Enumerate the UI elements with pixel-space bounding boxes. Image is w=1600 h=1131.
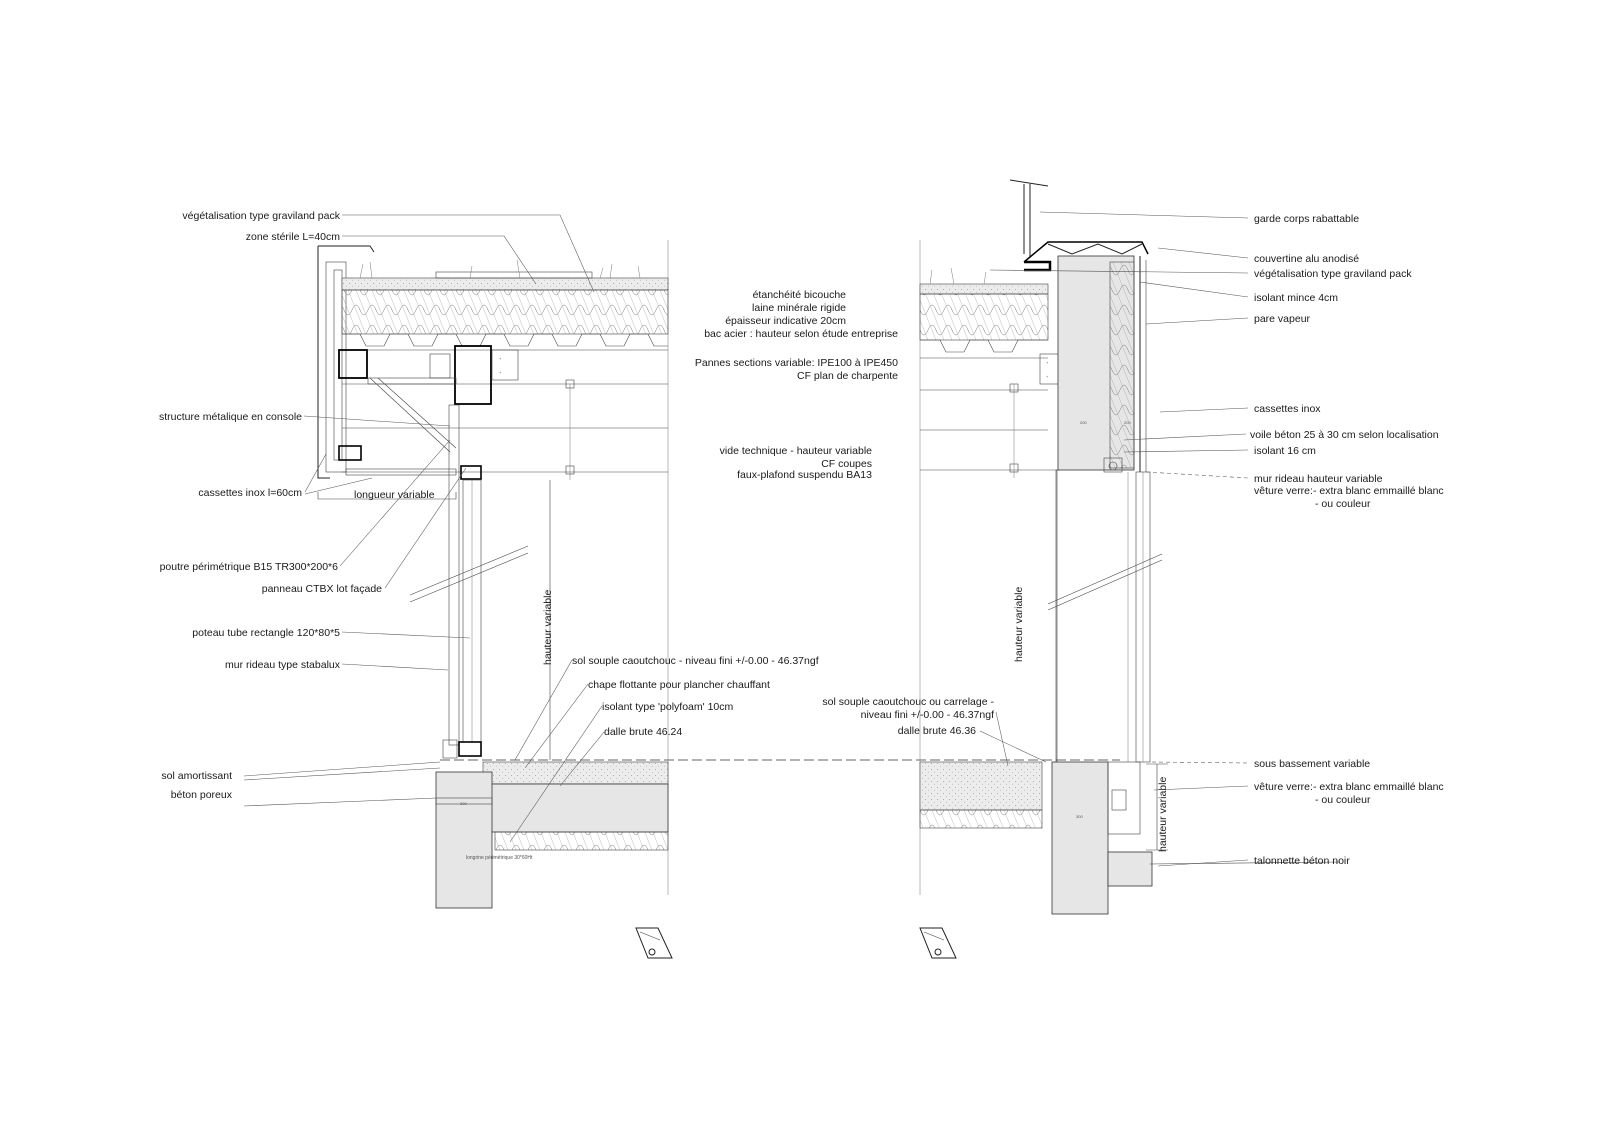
label-sol-amortissant: sol amortissant (161, 770, 232, 782)
label-isolant-mince: isolant mince 4cm (1254, 292, 1339, 304)
svg-text:+: + (1046, 360, 1049, 365)
note-pannes: Pannes sections variable: IPE100 à IPE450 (694, 357, 898, 369)
label-garde-corps: garde corps rabattable (1254, 213, 1360, 225)
svg-text:300: 300 (460, 801, 467, 806)
note-epaisseur: épaisseur indicative 20cm (725, 315, 846, 327)
note-cf-charpente: CF plan de charpente (797, 370, 898, 382)
note-laine-minerale: laine minérale rigide (752, 302, 846, 314)
svg-text:200: 200 (1080, 420, 1087, 425)
north-arrow-icon (636, 928, 672, 958)
note-faux-plafond: faux-plafond suspendu BA13 (737, 469, 872, 481)
note-isolant-polyfoam: isolant type 'polyfoam' 10cm (602, 701, 734, 713)
note-bac-acier: bac acier : hauteur selon étude entreprise (704, 328, 898, 340)
label-zone-sterile: zone stérile L=40cm (245, 231, 340, 243)
label-beton-poreux: béton poreux (170, 789, 232, 801)
note-vide-technique: vide technique - hauteur variable (719, 445, 872, 457)
left-detail-section (318, 240, 1120, 958)
svg-text:200: 200 (1124, 420, 1131, 425)
svg-text:300: 300 (1076, 814, 1083, 819)
hauteur-variable-small: hauteur variable (1157, 776, 1169, 852)
label-ou-couleur-1: - ou couleur (1315, 498, 1371, 510)
svg-text:+: + (1046, 374, 1049, 379)
label-talonnette: talonnette béton noir (1254, 855, 1350, 867)
hauteur-variable-right: hauteur variable (1013, 586, 1025, 662)
hauteur-variable-left: hauteur variable (542, 589, 554, 665)
note-niveau-fini-right: niveau fini +/-0.00 - 46.37ngf (860, 709, 994, 721)
label-vegetalisation-left: végétalisation type graviland pack (182, 210, 340, 222)
north-arrow-icon (920, 928, 956, 958)
note-sol-souple-right: sol souple caoutchouc ou carrelage - (822, 696, 994, 708)
label-ou-couleur-2: - ou couleur (1315, 794, 1371, 806)
note-sol-souple-left: sol souple caoutchouc - niveau fini +/-0.00 - 46.37ngf (572, 655, 819, 667)
label-structure-metalique: structure métalique en console (159, 411, 302, 423)
note-dalle-brute-right: dalle brute 46.36 (897, 725, 976, 737)
svg-text:+: + (499, 370, 502, 375)
note-dalle-brute-left: dalle brute 46.24 (604, 726, 683, 738)
label-veture-verre-1: vêture verre:- extra blanc emmaillé blanc (1254, 485, 1444, 497)
label-cassettes-inox-right: cassettes inox (1254, 403, 1321, 415)
center-annotations (510, 289, 1046, 842)
label-voile-beton: voile béton 25 à 30 cm selon localisation (1250, 429, 1439, 441)
label-mur-rideau-hauteur: mur rideau hauteur variable (1254, 473, 1383, 485)
dimension-longueur-variable: longueur variable (354, 489, 435, 501)
label-veture-verre-2: vêture verre:- extra blanc emmaillé blanc (1254, 781, 1444, 793)
label-pare-vapeur: pare vapeur (1254, 313, 1311, 325)
label-sous-bassement: sous bassement variable (1254, 758, 1371, 770)
label-poteau-tube: poteau tube rectangle 120*80*5 (192, 627, 340, 639)
note-chape-flottante: chape flottante pour plancher chauffant (588, 679, 770, 691)
label-poutre-perimetrique: poutre périmétrique B15 TR300*200*6 (159, 561, 338, 573)
note-cf-coupes: CF coupes (821, 458, 872, 470)
label-vegetalisation-right: végétalisation type graviland pack (1254, 268, 1412, 280)
svg-text:longrine périmétrique 30*60Ht: longrine périmétrique 30*60Ht (466, 855, 533, 861)
label-couvertine: couvertine alu anodisé (1254, 253, 1360, 265)
note-etancheite: étanchéité bicouche (752, 289, 846, 301)
label-panneau-ctbx: panneau CTBX lot façade (261, 583, 382, 595)
svg-text:+: + (499, 356, 502, 361)
label-cassettes-inox-left: cassettes inox l=60cm (198, 487, 302, 499)
label-isolant-16: isolant 16 cm (1254, 445, 1316, 457)
label-mur-rideau-stabalux: mur rideau type stabalux (225, 659, 340, 671)
